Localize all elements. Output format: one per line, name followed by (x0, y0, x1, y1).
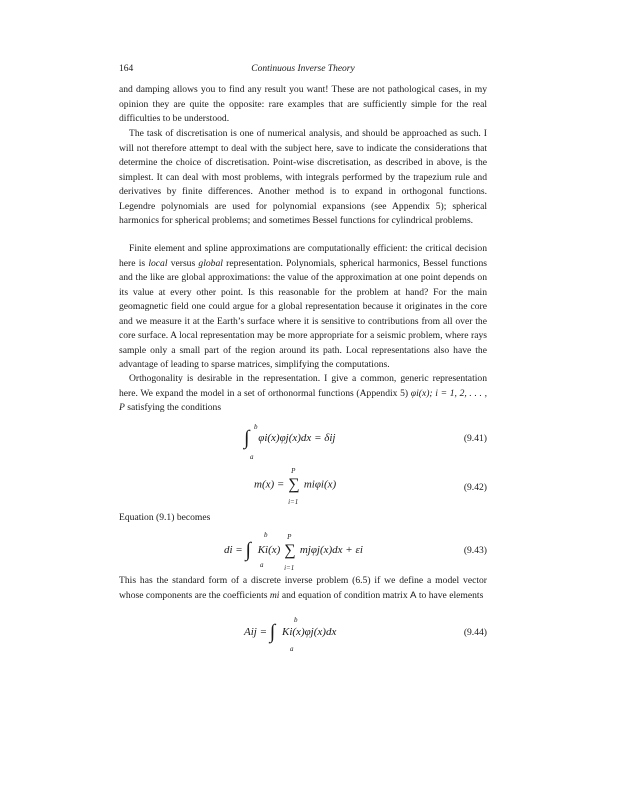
paragraph-damping: and damping allows you to find any result you want! These are not pathological cases, in my opinion they are quite the opposite: rare examples that are sufficiently simple for the real difficulties to be understood. (119, 84, 487, 124)
page-number: 164 (119, 64, 134, 74)
equation-number: (9.43) (463, 545, 487, 556)
paragraph-discretisation: The task of discretisation is one of numerical analysis, and should be approached as such. I will not therefore attempt to deal with the subject here, save to indicate the considerations that determine the choice of discretisation. Point-wise discretisation, as described in above, is the simplest. It can deal with most problems, with integrals performed by the trapezium rule and derivatives by finite differences. Another method is to expand in orthogonal functions. Legendre polynomials are used for polynomial expansions (see Appendix 5); spherical harmonics for spherical problems; and sometimes Bessel functions for cylindrical problems. (119, 128, 487, 226)
equation-9-41: ∫ b a φi(x)φj(x)dx = δij (9.41) (244, 423, 487, 461)
equation-9-42: m(x) = ∑ P i=1 miφi(x) (9.42) (254, 467, 487, 506)
equation-number: (9.44) (463, 627, 487, 638)
paragraph-finite-element: Finite element and spline approximations are computationally efficient: the critical decision here is local versus global representation. Polynomials, spherical harmonics, Bessel functions and the like are global approximations: the value of the approximation at one point depends on its value at every other point. Is this reasonable for the problem at hand? For the main geomagnetic field one could argue for a global representation because it originates in the core and we measure it at the Earth’s surface where it is sensitive to contributions from all over the core surface. A local representation may be more appropriate for a seismic problem, where rays sample only a small part of the region around its path. Local representations also have the advantage of leading to sparse matrices, simplifying the computations. (119, 243, 487, 370)
equation-number: (9.42) (463, 482, 487, 493)
paragraph-equation-becomes: Equation (9.1) becomes (119, 512, 211, 523)
running-title: Continuous Inverse Theory (251, 64, 355, 74)
equation-9-44: Aij = ∫ b a Ki(x)φj(x)dx (9.44) (244, 616, 487, 653)
equation-number: (9.41) (463, 433, 487, 444)
running-header (119, 62, 487, 76)
equation-9-43: di = ∫ b a Ki(x) ∑ P i=1 mjφj(x)dx + εi (9.43) (224, 531, 487, 572)
paragraph-standard-form: This has the standard form of a discrete inverse problem (6.5) if we define a model vector whose components are the coefficients mi and equation of condition matrix A to have elements (119, 575, 487, 601)
paragraph-orthogonality: Orthogonality is desirable in the representation. I give a common, generic representation here. We expand the model in a set of orthonormal functions (Appendix 5) φi(x); i = 1, 2, . . . , P satisfying the conditions (119, 373, 487, 413)
